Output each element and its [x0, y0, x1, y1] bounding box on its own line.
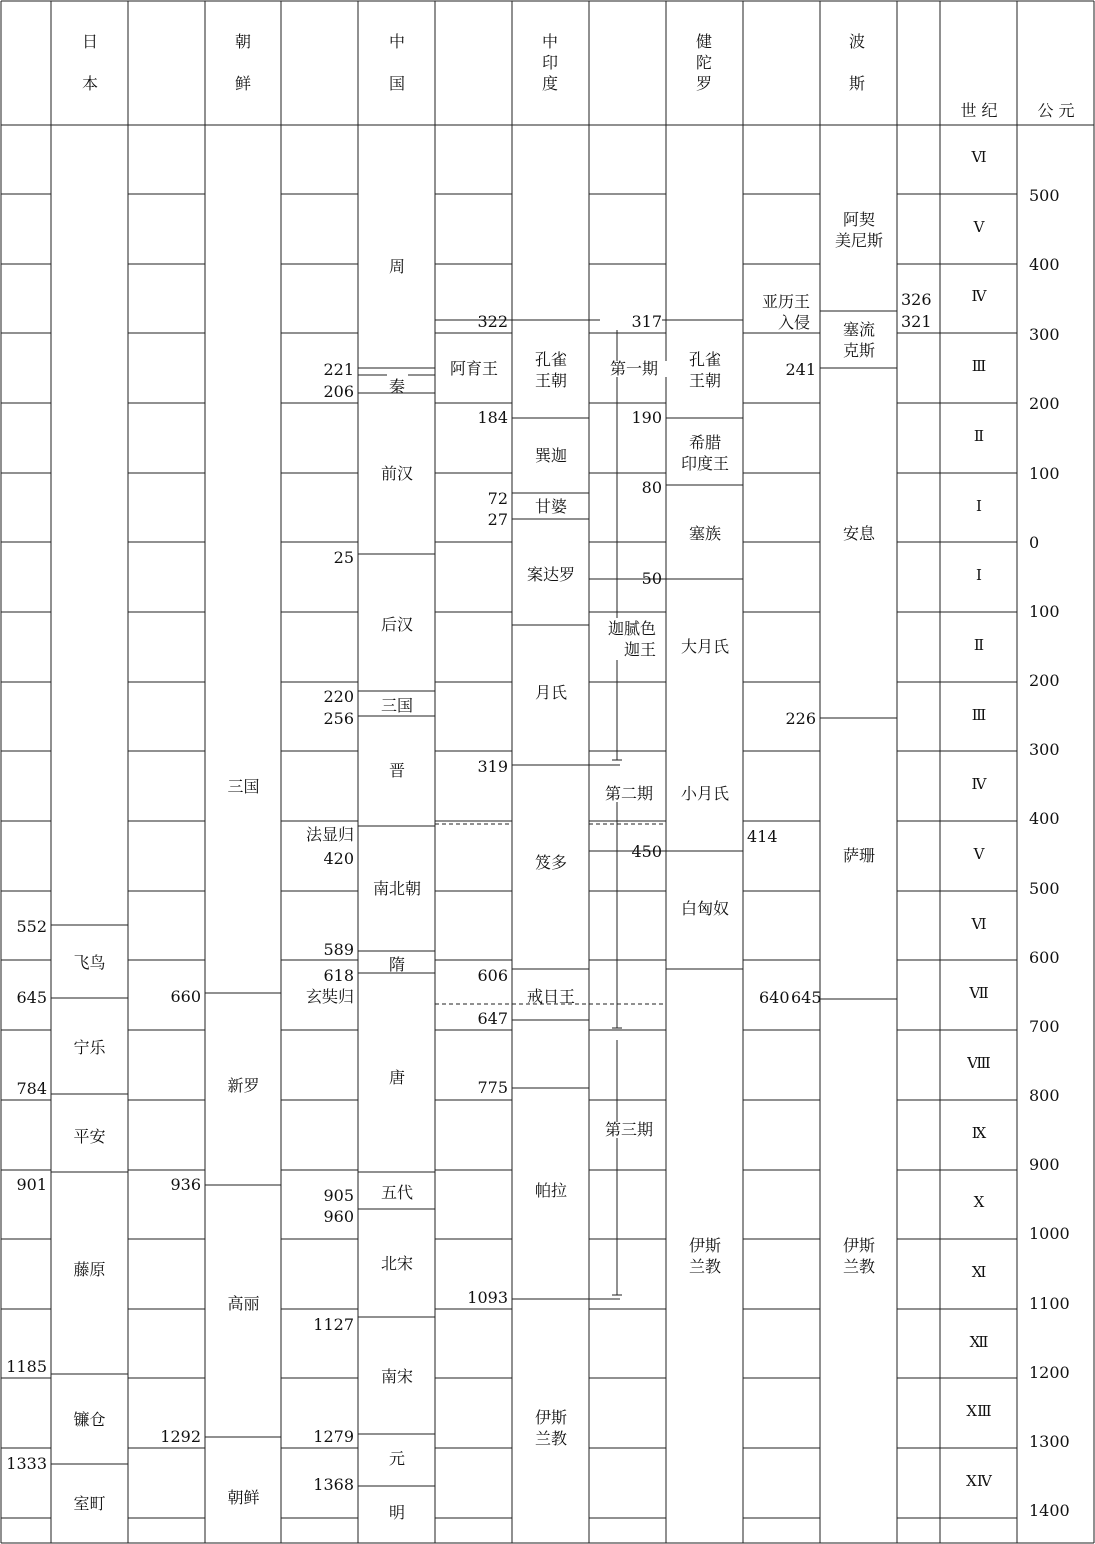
gandhara-period: 大月氏 [680, 637, 729, 656]
year-label: 600 [1029, 948, 1060, 967]
persia-date: 321 [901, 312, 932, 331]
central-india-event: 戒日王 [526, 987, 575, 1006]
china-period: 三国 [380, 696, 413, 715]
year-label: 1000 [1029, 1224, 1070, 1243]
central-india-date: 775 [477, 1078, 508, 1097]
china-date: 25 [333, 548, 354, 567]
central-india-period: 甘婆 [534, 497, 567, 516]
gandhara-period: 孔雀 王朝 [688, 350, 721, 390]
central-india-date: 72 [487, 489, 508, 508]
japan-period: 室町 [73, 1494, 106, 1513]
century-label: Ⅰ [976, 499, 982, 515]
korea-period: 高丽 [227, 1294, 260, 1313]
century-label: Ⅸ [971, 1126, 987, 1142]
china-period: 周 [388, 257, 405, 276]
gandhara-period: 希腊 印度王 [680, 433, 729, 473]
century-label: Ⅷ [967, 1056, 991, 1072]
central-india-period: 帕拉 [534, 1181, 567, 1200]
central-india-date: 322 [477, 312, 508, 331]
japan-period: 飞鸟 [73, 953, 106, 972]
japan-date: 552 [16, 917, 47, 936]
header-century: 世 纪 [960, 101, 998, 120]
china-date: 221 [323, 360, 354, 379]
buddhism-date: 450 [631, 842, 662, 861]
buddhism-date: 190 [631, 408, 662, 427]
header-japan: 日 本 [81, 32, 98, 93]
year-label: 1200 [1029, 1363, 1070, 1382]
century-label: Ⅵ [971, 150, 987, 166]
buddhism-event: 迦腻色 迦王 [608, 619, 657, 659]
china-date: 1279 [313, 1427, 354, 1446]
century-label: Ⅴ [973, 847, 985, 863]
year-label: 700 [1029, 1017, 1060, 1036]
japan-date: 1333 [6, 1454, 47, 1473]
japan-date: 901 [16, 1175, 47, 1194]
century-label: Ⅳ [971, 289, 987, 305]
china-period: 北宋 [380, 1254, 413, 1273]
china-period: 元 [388, 1449, 405, 1468]
year-label: 100 [1029, 602, 1060, 621]
year-label: 100 [1029, 464, 1060, 483]
century-label: Ⅺ [971, 1265, 987, 1281]
year-label: 800 [1029, 1086, 1060, 1105]
china-date: 206 [323, 382, 354, 401]
year-label: 0 [1029, 533, 1040, 552]
century-label: Ⅶ [969, 986, 989, 1002]
century-label: Ⅳ [971, 777, 987, 793]
century-label: ⅩⅢ [966, 1404, 992, 1420]
year-label: 400 [1029, 809, 1060, 828]
china-note: 法显归 [305, 825, 354, 844]
alexander-invasion: 亚历王 入侵 [762, 292, 811, 332]
header-central-india: 中 印 度 [541, 32, 558, 93]
korea-date: 660 [170, 987, 201, 1006]
central-india-date: 647 [477, 1009, 508, 1028]
japan-period: 平安 [73, 1127, 106, 1146]
century-label: Ⅻ [969, 1335, 989, 1351]
china-period: 后汉 [380, 615, 413, 634]
gandhara-period: 白匈奴 [680, 899, 729, 918]
china-date: 220 [323, 687, 354, 706]
korea-period: 新罗 [227, 1076, 260, 1095]
korea-period: 朝鲜 [227, 1488, 260, 1507]
korea-date: 936 [170, 1175, 201, 1194]
china-period: 晋 [388, 761, 405, 780]
year-label: 900 [1029, 1155, 1060, 1174]
year-label: 1100 [1029, 1294, 1070, 1313]
central-india-date: 27 [487, 510, 508, 529]
china-date: 618 [323, 966, 354, 985]
century-label: Ⅱ [973, 638, 985, 654]
persia-date: 326 [901, 290, 932, 309]
china-date: 1127 [313, 1315, 354, 1334]
korea-date: 1292 [160, 1427, 201, 1446]
japan-date: 1185 [6, 1357, 47, 1376]
china-date: 420 [323, 849, 354, 868]
china-note: 玄奘归 [305, 987, 354, 1006]
persia-period: 安息 [842, 524, 875, 543]
china-period: 前汉 [380, 464, 413, 483]
century-label: Ⅲ [971, 708, 987, 724]
header-persia: 波 斯 [848, 32, 865, 93]
china-date: 960 [323, 1207, 354, 1226]
japan-period: 镰仓 [73, 1410, 106, 1429]
central-india-date: 1093 [467, 1288, 508, 1307]
china-period: 唐 [388, 1068, 405, 1087]
buddhism-phase: 第二期 [598, 786, 660, 802]
buddhism-date: 50 [641, 569, 662, 588]
gandhara-period: 小月氏 [680, 784, 729, 803]
header-china: 中 国 [388, 32, 405, 93]
gandhara-persia-date: 241 [785, 360, 816, 379]
header-year: 公 元 [1037, 101, 1075, 120]
year-label: 1300 [1029, 1432, 1070, 1451]
central-india-period: 巽迦 [534, 446, 567, 465]
century-label: Ⅲ [971, 359, 987, 375]
century-label: Ⅵ [971, 917, 987, 933]
china-date: 1368 [313, 1475, 354, 1494]
japan-period: 藤原 [73, 1260, 106, 1279]
gandhara-persia-date: 414 [747, 827, 778, 846]
persia-period: 阿契 美尼斯 [834, 210, 883, 250]
gandhara-persia-date: 645 [791, 988, 822, 1007]
year-label: 500 [1029, 879, 1060, 898]
year-label: 200 [1029, 671, 1060, 690]
china-period: 五代 [380, 1183, 413, 1202]
china-period: 南北朝 [372, 879, 421, 898]
central-india-date: 606 [477, 966, 508, 985]
persia-period: 塞流 克斯 [842, 320, 875, 360]
gandhara-period: 伊斯 兰教 [688, 1236, 721, 1276]
central-india-period: 笈多 [534, 853, 567, 872]
central-india-event: 阿育王 [449, 359, 498, 378]
gandhara-period: 塞族 [688, 524, 721, 543]
century-label: Ⅰ [976, 568, 982, 584]
japan-period: 宁乐 [73, 1038, 106, 1057]
china-period: 南宋 [380, 1367, 413, 1386]
japan-date: 645 [16, 988, 47, 1007]
gandhara-persia-date: 226 [785, 709, 816, 728]
central-india-period: 伊斯 兰教 [534, 1408, 567, 1448]
year-label: 300 [1029, 740, 1060, 759]
central-india-period: 案达罗 [526, 565, 575, 584]
year-label: 200 [1029, 394, 1060, 413]
century-label: Ⅱ [973, 429, 985, 445]
year-label: 300 [1029, 325, 1060, 344]
year-label: 400 [1029, 255, 1060, 274]
central-india-date: 319 [477, 757, 508, 776]
year-label: 500 [1029, 186, 1060, 205]
china-period: 秦 [388, 377, 405, 396]
china-period: 明 [388, 1503, 405, 1522]
china-date: 589 [323, 940, 354, 959]
year-label: 1400 [1029, 1501, 1070, 1520]
central-india-period: 孔雀 王朝 [534, 350, 567, 390]
buddhism-date: 80 [641, 478, 662, 497]
century-label: Ⅹ [973, 1195, 985, 1211]
header-korea: 朝 鲜 [234, 32, 251, 93]
century-label: ⅩⅣ [966, 1474, 992, 1490]
header-gandhara: 健 陀 罗 [695, 32, 712, 93]
persia-period: 萨珊 [842, 846, 875, 865]
china-date: 905 [323, 1186, 354, 1205]
korea-period: 三国 [227, 777, 260, 796]
buddhism-phase: 第三期 [598, 1122, 660, 1138]
central-india-period: 月氏 [534, 683, 567, 702]
persia-period: 伊斯 兰教 [842, 1236, 875, 1276]
china-date: 256 [323, 709, 354, 728]
century-label: Ⅴ [973, 220, 985, 236]
japan-date: 784 [16, 1079, 47, 1098]
central-india-date: 184 [477, 408, 508, 427]
china-period: 隋 [388, 955, 405, 974]
buddhism-phase: 第一期 [598, 361, 670, 377]
gandhara-persia-date: 640 [759, 988, 790, 1007]
buddhism-date: 317 [600, 314, 662, 330]
